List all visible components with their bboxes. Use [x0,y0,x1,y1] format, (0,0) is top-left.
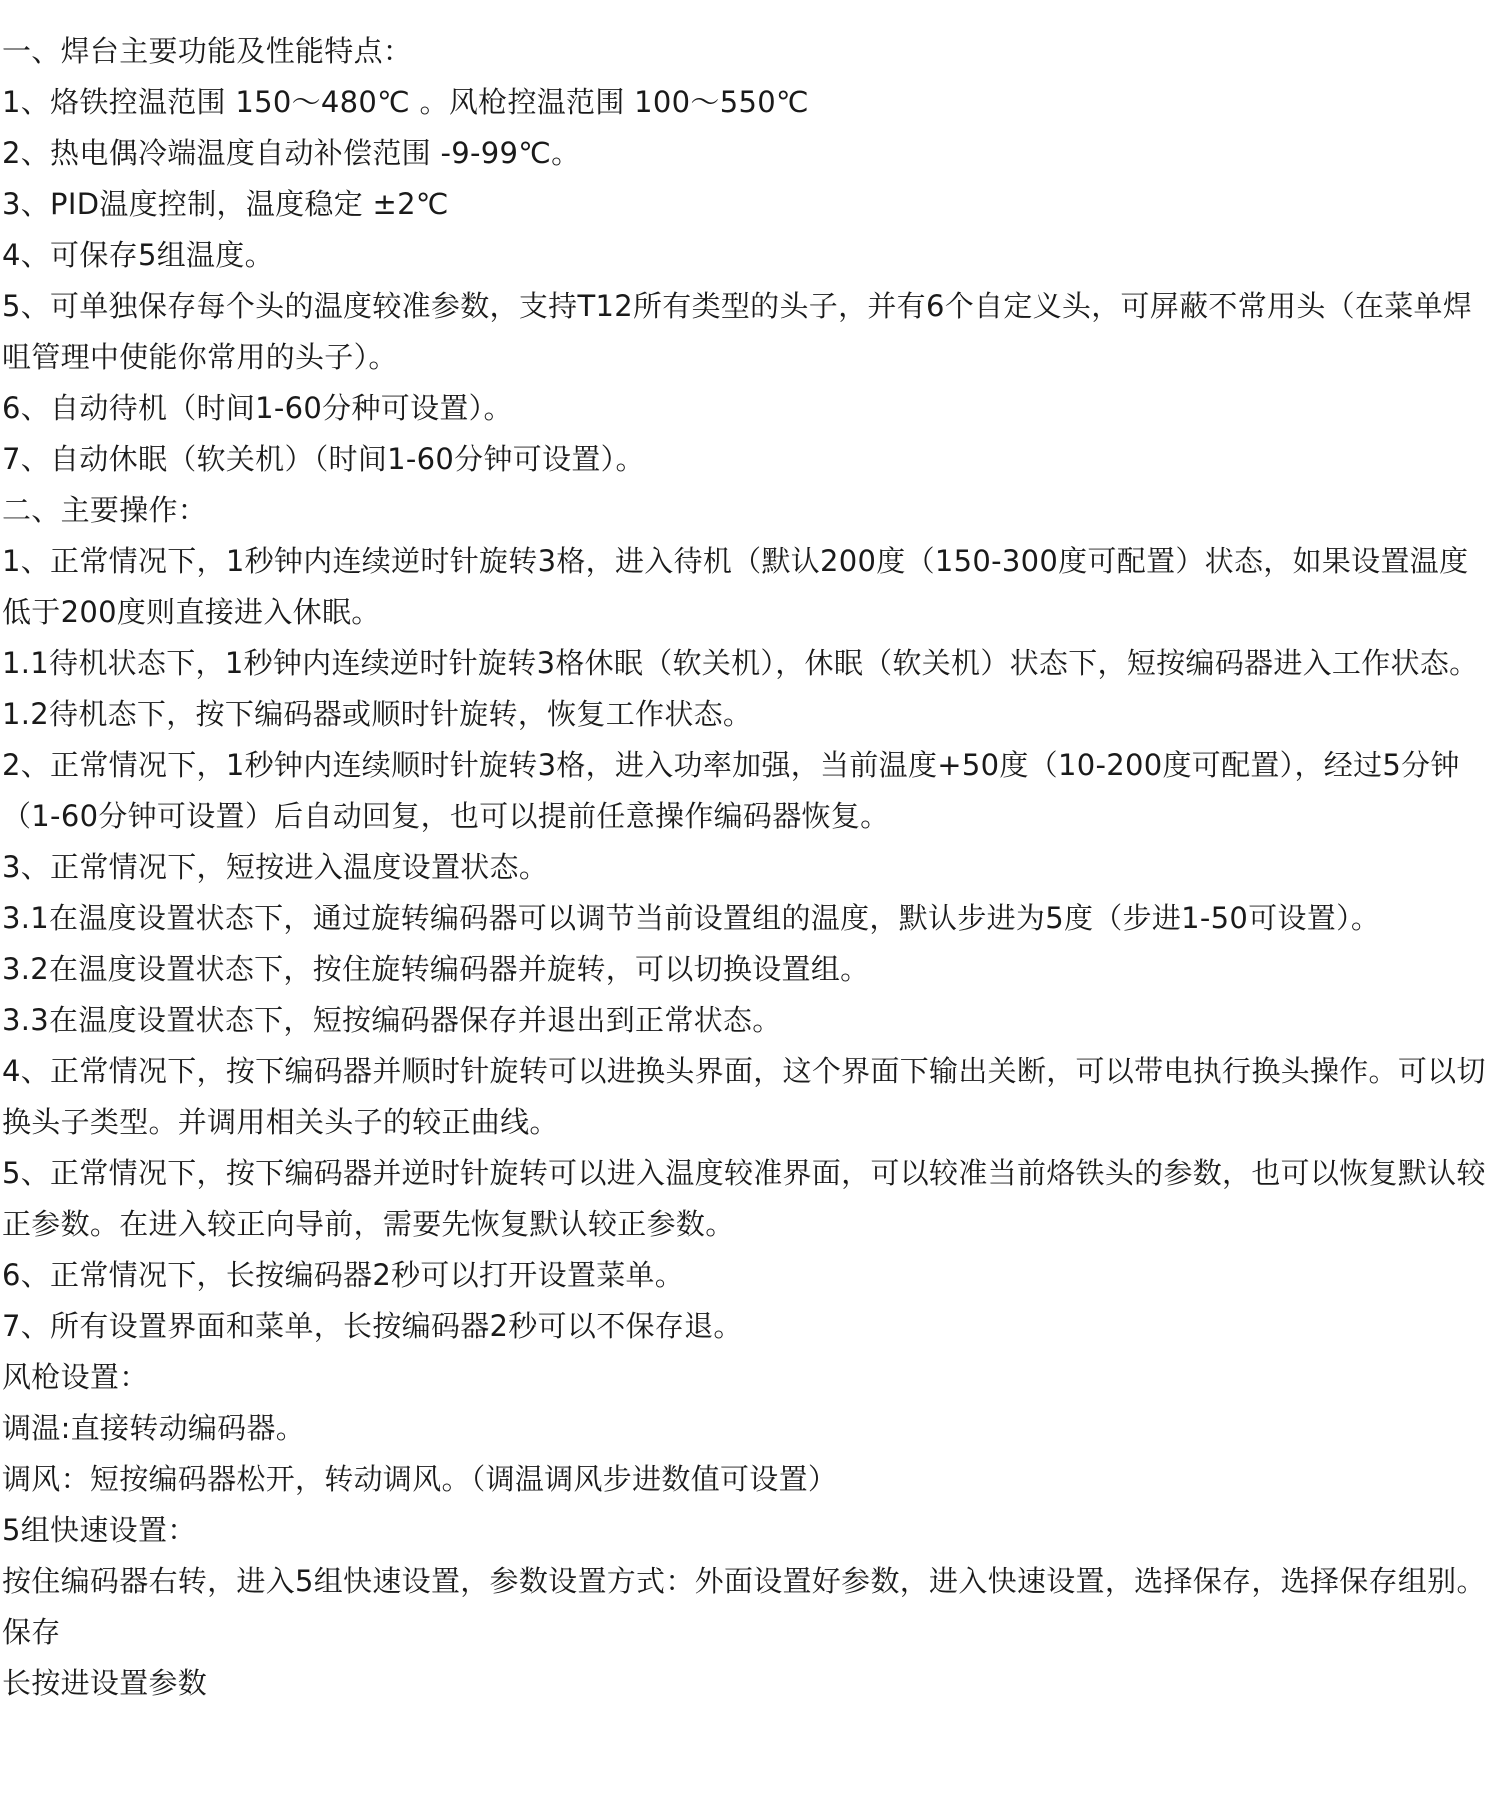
document-body [2,26,1496,1709]
feature-item-6: 6、自动待机（时间1-60分种可设置）。 [2,391,513,425]
feature-item-7: 7、自动休眠（软关机）（时间1-60分钟可设置）。 [2,442,645,476]
heading-hot-air: 风枪设置： [2,1360,149,1394]
operation-item-3-3: 3.3在温度设置状态下，短按编码器保存并退出到正常状态。 [2,1003,782,1037]
operation-item-3-1: 3.1在温度设置状态下，通过旋转编码器可以调节当前设置组的温度，默认步进为5度（步进1-50可设置）。 [2,901,1381,935]
operation-item-3-2: 3.2在温度设置状态下，按住旋转编码器并旋转，可以切换设置组。 [2,952,870,986]
hot-air-temp: 调温:直接转动编码器。 [2,1411,306,1445]
operation-item-1-2: 1.2待机态下，按下编码器或顺时针旋转，恢复工作状态。 [2,697,753,731]
heading-operations: 二、主要操作： [2,493,208,527]
heading-quick-settings: 5组快速设置： [2,1513,197,1547]
feature-item-1: 1、烙铁控温范围 150～480℃ 。风枪控温范围 100～550℃ [2,85,809,119]
operation-item-3: 3、正常情况下，短按进入温度设置状态。 [2,850,549,884]
heading-features: 一、焊台主要功能及性能特点： [2,34,413,68]
long-press-settings: 长按进设置参数 [2,1666,208,1700]
quick-settings-text: 按住编码器右转，进入5组快速设置，参数设置方式：外面设置好参数，进入快速设置，选择保存，选择保存组别。保存 [2,1564,1486,1649]
feature-item-3: 3、PID温度控制，温度稳定 ±2℃ [2,187,449,221]
operation-item-4: 4、正常情况下，按下编码器并顺时针旋转可以进换头界面，这个界面下输出关断，可以带电执行换头操作。可以切换头子类型。并调用相关头子的较正曲线。 [2,1054,1486,1139]
feature-item-4: 4、可保存5组温度。 [2,238,274,272]
operation-item-6: 6、正常情况下，长按编码器2秒可以打开设置菜单。 [2,1258,685,1292]
hot-air-fan: 调风：短按编码器松开，转动调风。（调温调风步进数值可设置） [2,1462,838,1496]
feature-item-2: 2、热电偶冷端温度自动补偿范围 -9-99℃。 [2,136,581,170]
operation-item-1-1: 1.1待机状态下，1秒钟内连续逆时针旋转3格休眠（软关机），休眠（软关机）状态下，短按编码器进入工作状态。 [2,646,1479,680]
feature-item-5: 5、可单独保存每个头的温度较准参数，支持T12所有类型的头子，并有6个自定义头，可屏蔽不常用头（在菜单焊咀管理中使能你常用的头子）。 [2,289,1473,374]
operation-item-5: 5、正常情况下，按下编码器并逆时针旋转可以进入温度较准界面，可以较准当前烙铁头的参数，也可以恢复默认较正参数。在进入较正向导前，需要先恢复默认较正参数。 [2,1156,1486,1241]
operation-item-2: 2、正常情况下，1秒钟内连续顺时针旋转3格，进入功率加强，当前温度+50度（10-200度可配置），经过5分钟（1-60分钟可设置）后自动回复，也可以提前任意操作编码器恢复。 [2,748,1460,833]
operation-item-1: 1、正常情况下，1秒钟内连续逆时针旋转3格，进入待机（默认200度（150-300度可配置）状态，如果设置温度低于200度则直接进入休眠。 [2,544,1469,629]
operation-item-7: 7、所有设置界面和菜单，长按编码器2秒可以不保存退。 [2,1309,743,1343]
